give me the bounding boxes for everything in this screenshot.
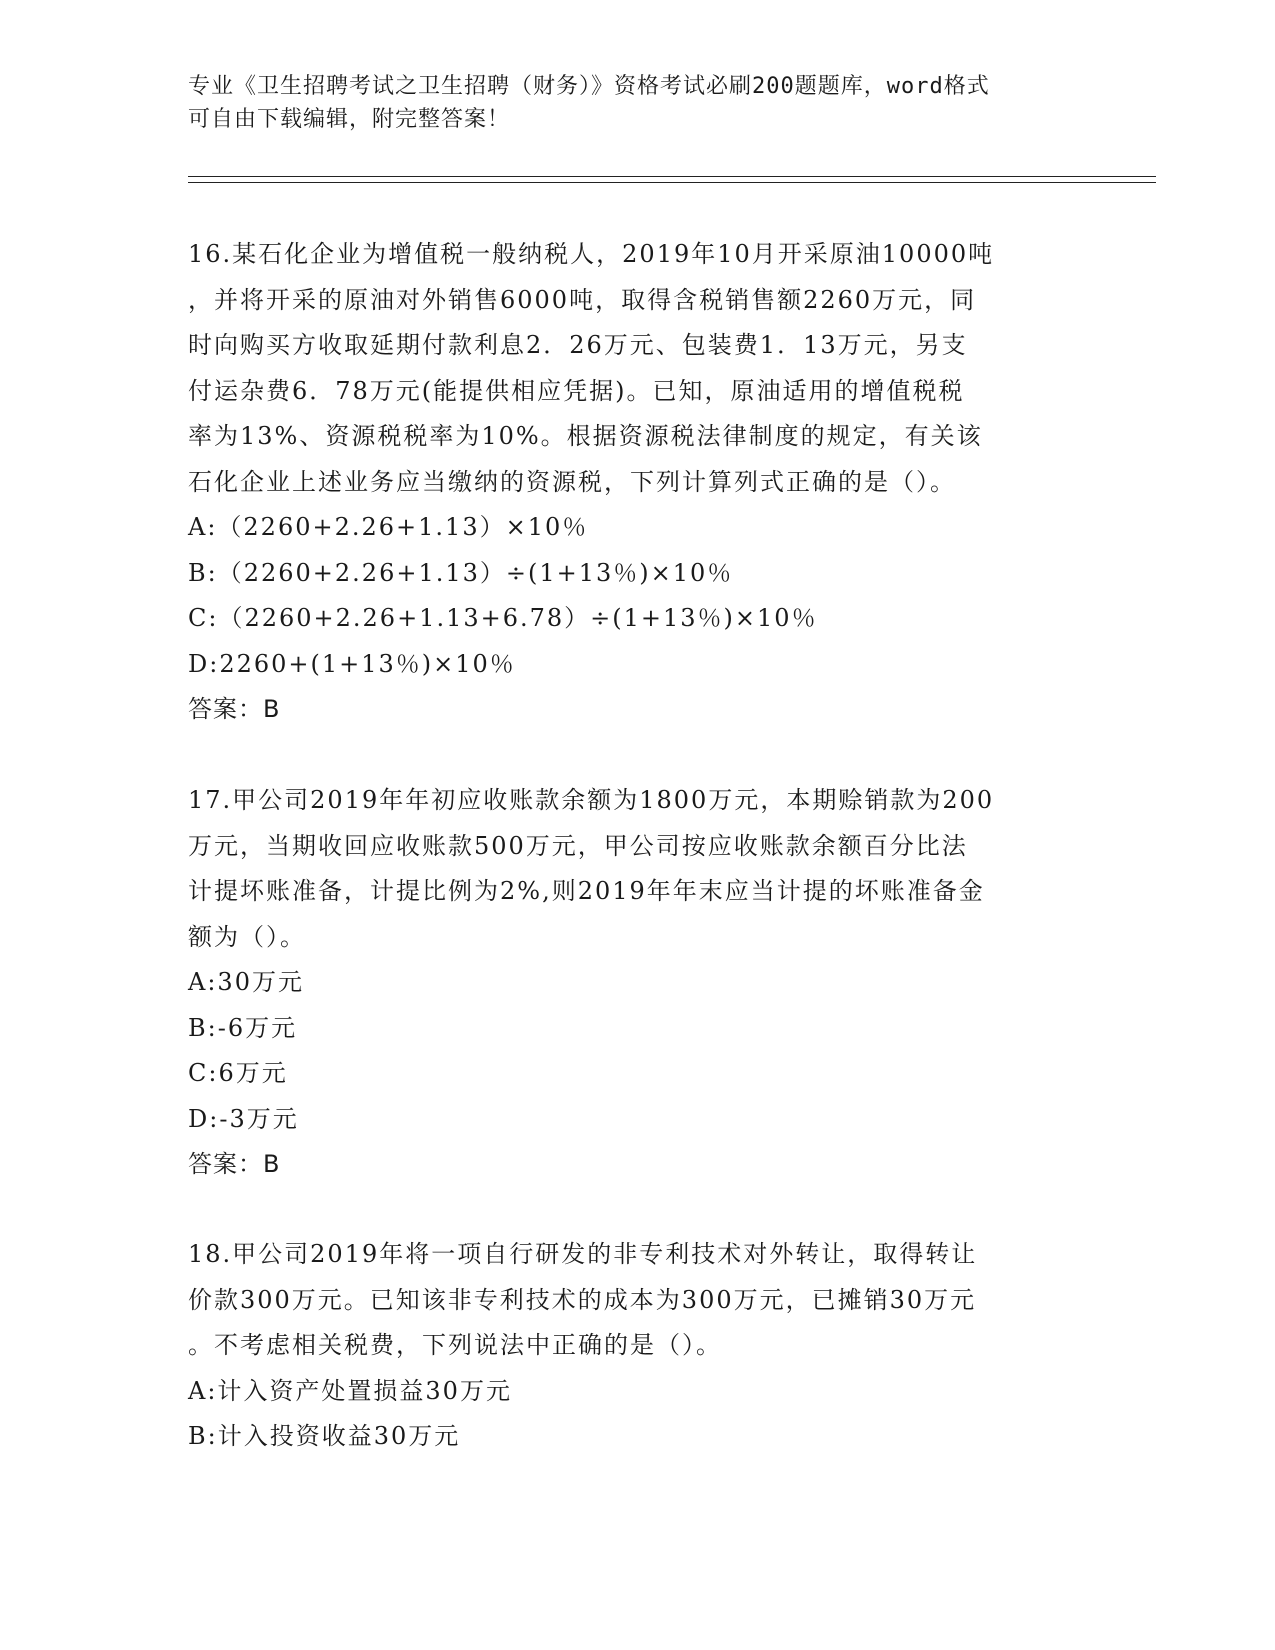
question-stem-line: ，并将开采的原油对外销售6000吨，取得含税销售额2260万元，同: [188, 285, 977, 314]
question-stem-line: 额为（）。: [188, 922, 306, 951]
question-17: [188, 778, 1088, 1188]
question-stem-line: 计提坏账准备，计提比例为2%,则2019年年末应当计提的坏账准备金: [188, 877, 985, 905]
option-b: B:计入投资收益30万元: [188, 1422, 461, 1450]
option-d: D:-3万元: [188, 1104, 299, 1133]
question-16: [188, 232, 1088, 733]
question-stem-line: 万元，当期收回应收账款500万元，甲公司按应收账款余额百分比法: [188, 831, 968, 860]
question-stem-line: 16.某石化企业为增值税一般纳税人，2019年10月开采原油10000吨: [188, 240, 995, 268]
question-stem-line: 石化企业上述业务应当缴纳的资源税，下列计算列式正确的是（）。: [188, 467, 956, 496]
question-stem-line: 17.甲公司2019年年初应收账款余额为1800万元，本期赊销款为200: [188, 786, 995, 814]
option-a: A:（2260+2.26+1.13）×10％: [188, 513, 589, 541]
question-stem-line: 率为13%、资源税税率为10%。根据资源税法律制度的规定，有关该: [188, 422, 983, 450]
document-header: [188, 70, 1068, 136]
option-b: B:（2260+2.26+1.13）÷(1+13％)×10％: [188, 558, 734, 587]
header-title-line-1: 专业《卫生招聘考试之卫生招聘（财务）》资格考试必刷200题题库，word格式: [188, 74, 990, 99]
header-divider-bottom: [188, 182, 1156, 183]
option-c: C:6万元: [188, 1059, 288, 1087]
option-c: C:（2260+2.26+1.13+6.78）÷(1+13％)×10％: [188, 604, 818, 632]
option-a: A:30万元: [188, 968, 304, 996]
answer: 答案：B: [188, 1150, 281, 1178]
question-stem-line: 价款300万元。已知该非专利技术的成本为300万元，已摊销30万元: [188, 1285, 977, 1314]
answer: 答案：B: [188, 695, 281, 723]
question-stem-line: 付运杂费6．78万元(能提供相应凭据)。已知，原油适用的增值税税: [188, 376, 965, 405]
question-stem-line: 。不考虑相关税费，下列说法中正确的是（）。: [188, 1331, 722, 1359]
question-18: [188, 1232, 1088, 1460]
option-a: A:计入资产处置损益30万元: [188, 1376, 512, 1405]
option-b: B:-6万元: [188, 1013, 298, 1042]
question-stem-line: 18.甲公司2019年将一项自行研发的非专利技术对外转让，取得转让: [188, 1240, 978, 1268]
question-stem-line: 时向购买方收取延期付款利息2．26万元、包装费1．13万元，另支: [188, 331, 968, 359]
header-title-line-2: 可自由下载编辑，附完整答案！: [188, 107, 511, 132]
header-divider-top: [188, 176, 1156, 177]
option-d: D:2260+(1+13％)×10％: [188, 649, 516, 678]
